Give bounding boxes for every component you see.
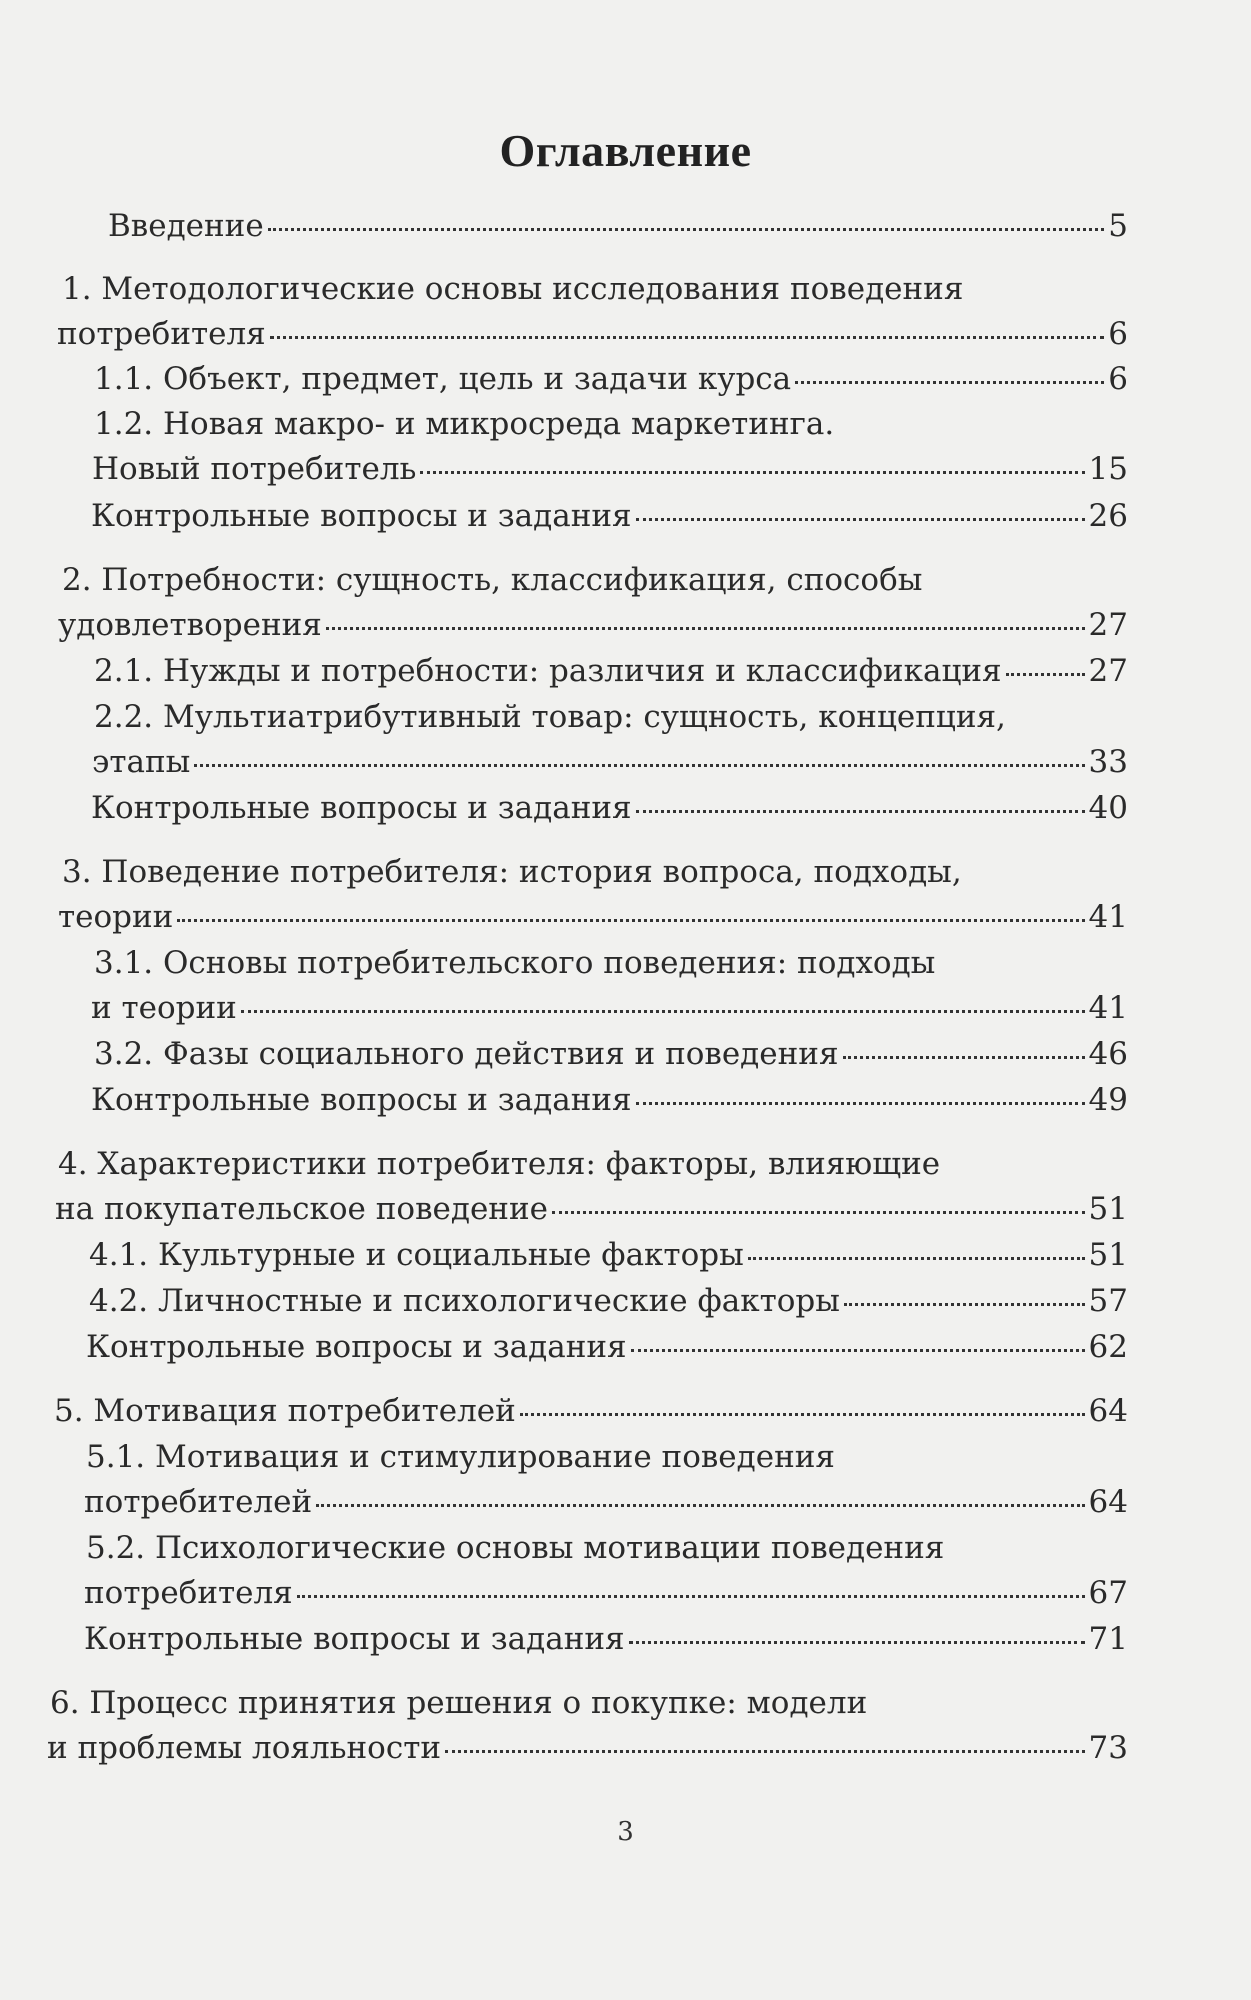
toc-entry-heading[interactable] bbox=[50, 1682, 867, 1724]
toc-entry-title: 2. Потребности: сущность, классификация, способы bbox=[62, 562, 923, 598]
toc-page-number: 62 bbox=[1088, 1329, 1128, 1365]
toc-entry-title: 4.1. Культурные и социальные факторы bbox=[89, 1237, 744, 1273]
dot-leader bbox=[270, 336, 1105, 339]
toc-entry-title-cont: потребителя bbox=[57, 316, 266, 352]
toc-entry-title: 5. Мотивация потребителей bbox=[54, 1393, 516, 1429]
toc-entry-title: 2.2. Мультиатрибутивный товар: сущность, концепция, bbox=[94, 699, 1006, 735]
toc-entry[interactable] bbox=[57, 313, 1128, 355]
toc-entry-title: 5.2. Психологические основы мотивации поведения bbox=[86, 1530, 945, 1566]
toc-entry-title: 4.2. Личностные и психологические факторы bbox=[89, 1283, 840, 1319]
dot-leader bbox=[177, 919, 1084, 922]
toc-entry-title-cont: теории bbox=[58, 899, 174, 935]
toc-entry-heading[interactable] bbox=[62, 268, 963, 310]
toc-page-number: 51 bbox=[1088, 1237, 1128, 1273]
toc-entry[interactable] bbox=[58, 604, 1128, 646]
toc-entry-title: Контрольные вопросы и задания bbox=[91, 498, 632, 534]
toc-page-number: 64 bbox=[1088, 1393, 1128, 1429]
toc-entry-title: 1.2. Новая макро- и микросреда маркетинга. bbox=[94, 406, 835, 442]
toc-page-number: 73 bbox=[1088, 1730, 1128, 1766]
toc-page-number: 71 bbox=[1088, 1621, 1128, 1657]
dot-leader bbox=[520, 1413, 1085, 1416]
dot-leader bbox=[297, 1595, 1085, 1598]
toc-page-number: 40 bbox=[1088, 790, 1128, 826]
toc-entry-title: 4. Характеристики потребителя: факторы, влияющие bbox=[58, 1146, 941, 1182]
toc-entry-title-cont: Новый потребитель bbox=[92, 451, 417, 487]
dot-leader bbox=[843, 1056, 1085, 1059]
page-number: 3 bbox=[617, 1817, 634, 1847]
dot-leader bbox=[420, 471, 1084, 474]
dot-leader bbox=[241, 1010, 1085, 1013]
toc-page-number: 27 bbox=[1088, 653, 1128, 689]
page-title: Оглавление bbox=[499, 125, 752, 176]
toc-entry-title: 3. Поведение потребителя: история вопроса, подходы, bbox=[62, 854, 962, 890]
toc-entry-title: 6. Процесс принятия решения о покупке: модели bbox=[50, 1685, 868, 1721]
toc-entry-title: Контрольные вопросы и задания bbox=[86, 1329, 627, 1365]
toc-entry-heading[interactable] bbox=[86, 1527, 944, 1569]
dot-leader bbox=[748, 1257, 1085, 1260]
toc-entry[interactable] bbox=[92, 448, 1128, 490]
toc-entry[interactable] bbox=[91, 495, 1128, 537]
toc-entry-title: 5.1. Мотивация и стимулирование поведения bbox=[86, 1439, 835, 1475]
toc-entry[interactable] bbox=[84, 1572, 1128, 1614]
toc-entry[interactable] bbox=[58, 896, 1128, 938]
dot-leader bbox=[1006, 673, 1085, 676]
dot-leader bbox=[636, 518, 1085, 521]
toc-page-number: 27 bbox=[1088, 607, 1128, 643]
toc-entry[interactable] bbox=[91, 1079, 1128, 1121]
toc-page-number: 67 bbox=[1088, 1575, 1128, 1611]
toc-entry[interactable] bbox=[86, 1326, 1128, 1368]
dot-leader bbox=[795, 381, 1104, 384]
toc-entry[interactable] bbox=[91, 987, 1128, 1029]
toc-entry-title: Контрольные вопросы и задания bbox=[91, 1082, 632, 1118]
toc-entry-title: 1. Методологические основы исследования поведения bbox=[62, 271, 964, 307]
toc-page-number: 15 bbox=[1088, 451, 1128, 487]
toc-entry-heading[interactable] bbox=[86, 1436, 835, 1478]
dot-leader bbox=[316, 1504, 1084, 1507]
toc-page-number: 5 bbox=[1108, 208, 1128, 244]
toc-entry[interactable] bbox=[55, 1188, 1128, 1230]
toc-entry[interactable] bbox=[54, 1390, 1128, 1432]
toc-entry-title: 3.1. Основы потребительского поведения: подходы bbox=[94, 945, 936, 981]
toc-page-number: 64 bbox=[1088, 1484, 1128, 1520]
toc-entry-heading[interactable] bbox=[94, 696, 1006, 738]
toc-entry-title: 1.1. Объект, предмет, цель и задачи курса bbox=[94, 361, 792, 397]
dot-leader bbox=[844, 1303, 1085, 1306]
toc-entry[interactable] bbox=[94, 358, 1128, 400]
toc-entry-title-cont: на покупательское поведение bbox=[55, 1191, 548, 1227]
dot-leader bbox=[194, 764, 1084, 767]
toc-entry[interactable] bbox=[94, 1033, 1128, 1075]
toc-entry-title: Контрольные вопросы и задания bbox=[91, 790, 632, 826]
toc-entry[interactable] bbox=[92, 741, 1128, 783]
toc-page-number: 6 bbox=[1108, 361, 1128, 397]
toc-entry-heading[interactable] bbox=[58, 1143, 940, 1185]
toc-page-number: 41 bbox=[1088, 990, 1128, 1026]
toc-entry-title-cont: и теории bbox=[91, 990, 237, 1026]
toc-page-number: 49 bbox=[1088, 1082, 1128, 1118]
toc-entry-heading[interactable] bbox=[62, 559, 922, 601]
toc-page-number: 46 bbox=[1088, 1036, 1128, 1072]
toc-entry-heading[interactable] bbox=[94, 403, 834, 445]
toc-page-number: 51 bbox=[1088, 1191, 1128, 1227]
toc-entry[interactable] bbox=[84, 1618, 1128, 1660]
toc-entry[interactable] bbox=[89, 1234, 1128, 1276]
toc-entry-title: Контрольные вопросы и задания bbox=[84, 1621, 625, 1657]
dot-leader bbox=[326, 627, 1085, 630]
toc-entry[interactable] bbox=[91, 787, 1128, 829]
toc-page-number: 6 bbox=[1108, 316, 1128, 352]
dot-leader bbox=[631, 1349, 1085, 1352]
toc-entry[interactable] bbox=[108, 205, 1128, 247]
toc-entry-heading[interactable] bbox=[94, 942, 935, 984]
toc-page-number: 26 bbox=[1088, 498, 1128, 534]
toc-entry[interactable] bbox=[47, 1727, 1128, 1769]
toc-entry-title: 3.2. Фазы социального действия и поведения bbox=[94, 1036, 839, 1072]
toc-entry-title-cont: удовлетворения bbox=[58, 607, 322, 643]
dot-leader bbox=[629, 1641, 1085, 1644]
toc-entry[interactable] bbox=[94, 650, 1128, 692]
toc-page-number: 33 bbox=[1088, 744, 1128, 780]
toc-page-number: 41 bbox=[1088, 899, 1128, 935]
toc-entry-title-cont: потребителей bbox=[84, 1484, 313, 1520]
toc-entry[interactable] bbox=[89, 1280, 1128, 1322]
toc-entry-title: 2.1. Нужды и потребности: различия и классификация bbox=[94, 653, 1002, 689]
toc-entry-title-cont: и проблемы лояльности bbox=[47, 1730, 442, 1766]
toc-entry-title-cont: этапы bbox=[92, 744, 191, 780]
dot-leader bbox=[268, 228, 1105, 231]
toc-page-number: 57 bbox=[1088, 1283, 1128, 1319]
toc-entry-heading[interactable] bbox=[62, 851, 962, 893]
toc-entry-title-cont: потребителя bbox=[84, 1575, 293, 1611]
dot-leader bbox=[636, 1102, 1085, 1105]
toc-entry[interactable] bbox=[84, 1481, 1128, 1523]
dot-leader bbox=[552, 1211, 1085, 1214]
toc-entry-title: Введение bbox=[108, 208, 264, 244]
dot-leader bbox=[636, 810, 1085, 813]
dot-leader bbox=[445, 1750, 1085, 1753]
